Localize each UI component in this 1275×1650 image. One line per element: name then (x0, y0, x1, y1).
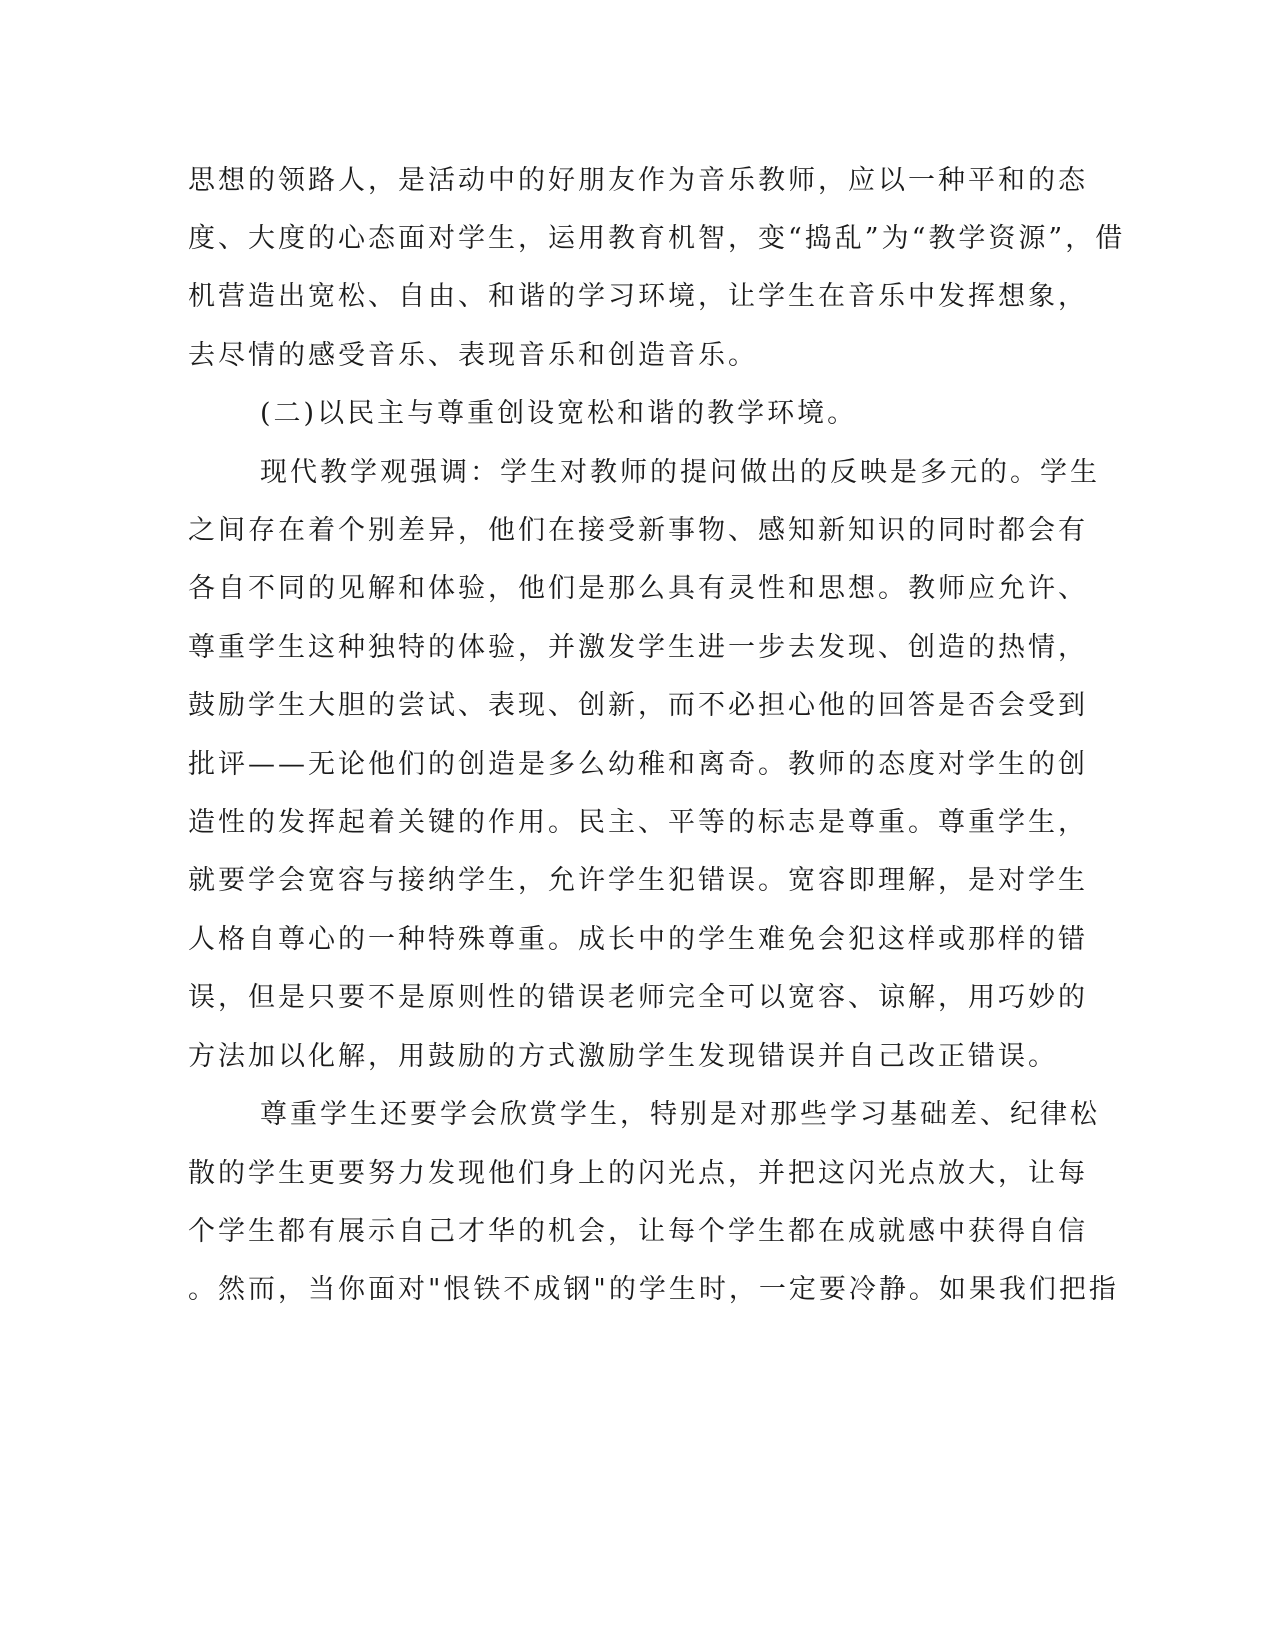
text-line: 方法加以化解，用鼓励的方式激励学生发现错误并自己改正错误。 (188, 1041, 1058, 1072)
text-line: 之间存在着个别差异，他们在接受新事物、感知新知识的同时都会有 (188, 515, 1088, 546)
text-line: 各自不同的见解和体验，他们是那么具有灵性和思想。教师应允许、 (188, 573, 1088, 604)
text-line: 人格自尊心的一种特殊尊重。成长中的学生难免会犯这样或那样的错 (188, 924, 1088, 955)
text-line: 度、大度的心态面对学生，运用教育机智，变“捣乱”为“教学资源”，借 (188, 223, 1126, 254)
text-line: 就要学会宽容与接纳学生，允许学生犯错误。宽容即理解，是对学生 (188, 865, 1088, 896)
text-line: 散的学生更要努力发现他们身上的闪光点，并把这闪光点放大，让每 (188, 1158, 1088, 1189)
text-line: 批评——无论他们的创造是多么幼稚和离奇。教师的态度对学生的创 (188, 749, 1088, 780)
text-line: 鼓励学生大胆的尝试、表现、创新，而不必担心他的回答是否会受到 (188, 690, 1088, 721)
text-line: 思想的领路人，是活动中的好朋友作为音乐教师，应以一种平和的态 (188, 165, 1088, 196)
text-line: 机营造出宽松、自由、和谐的学习环境，让学生在音乐中发挥想象， (188, 281, 1088, 312)
section-heading: (二)以民主与尊重创设宽松和谐的教学环境。 (260, 398, 858, 429)
text-line: 去尽情的感受音乐、表现音乐和创造音乐。 (188, 340, 758, 371)
text-line: 尊重学生这种独特的体验，并激发学生进一步去发现、创造的热情， (188, 632, 1088, 663)
text-line: 。然而，当你面对"恨铁不成钢"的学生时，一定要冷静。如果我们把指 (188, 1274, 1119, 1305)
text-line: 个学生都有展示自己才华的机会，让每个学生都在成就感中获得自信 (188, 1216, 1088, 1247)
text-line: 造性的发挥起着关键的作用。民主、平等的标志是尊重。尊重学生， (188, 807, 1088, 838)
text-line: 现代教学观强调：学生对教师的提问做出的反映是多元的。学生 (260, 457, 1100, 488)
text-line: 尊重学生还要学会欣赏学生，特别是对那些学习基础差、纪律松 (260, 1099, 1100, 1130)
text-line: 误，但是只要不是原则性的错误老师完全可以宽容、谅解，用巧妙的 (188, 982, 1088, 1013)
